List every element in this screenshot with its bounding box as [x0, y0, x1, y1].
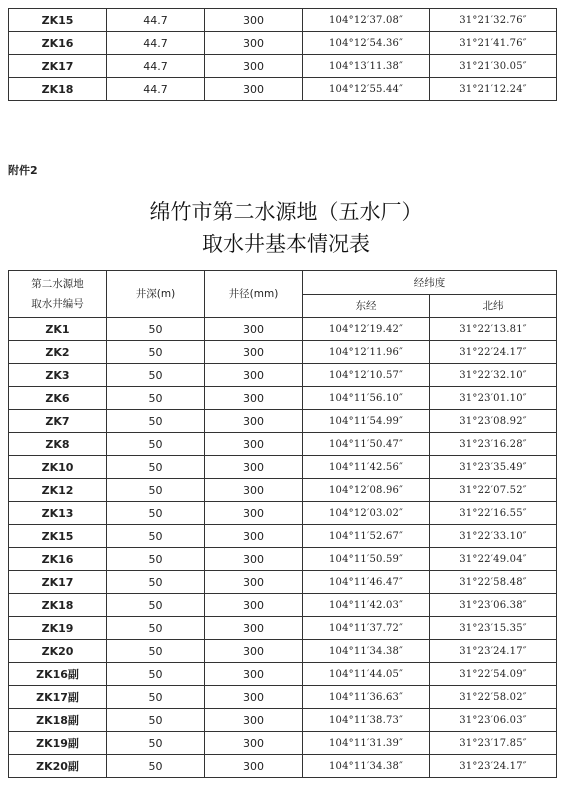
- latitude-cell: 31°23′17.85″: [430, 732, 557, 755]
- longitude-cell: 104°11′34.38″: [303, 640, 430, 663]
- diameter-cell: 300: [205, 479, 303, 502]
- diameter-cell: 300: [205, 548, 303, 571]
- latitude-cell: 31°21′41.76″: [430, 32, 557, 55]
- latitude-cell: 31°23′01.10″: [430, 387, 557, 410]
- diameter-cell: 300: [205, 640, 303, 663]
- diameter-cell: 300: [205, 364, 303, 387]
- longitude-cell: 104°12′08.96″: [303, 479, 430, 502]
- well-id-cell: ZK15: [9, 525, 107, 548]
- depth-cell: 50: [107, 479, 205, 502]
- diameter-cell: 300: [205, 663, 303, 686]
- depth-cell: 50: [107, 640, 205, 663]
- depth-cell: 50: [107, 456, 205, 479]
- diameter-cell: 300: [205, 709, 303, 732]
- table-row: [9, 617, 557, 640]
- table-row: [9, 502, 557, 525]
- depth-cell: 50: [107, 525, 205, 548]
- latitude-cell: 31°22′13.81″: [430, 318, 557, 341]
- longitude-cell: 104°11′34.38″: [303, 755, 430, 778]
- attachment-label: 附件2: [8, 164, 38, 177]
- longitude-cell: 104°11′42.03″: [303, 594, 430, 617]
- latitude-cell: 31°22′33.10″: [430, 525, 557, 548]
- depth-cell: 50: [107, 410, 205, 433]
- depth-cell: 50: [107, 433, 205, 456]
- well-id-cell: ZK10: [9, 456, 107, 479]
- longitude-cell: 104°12′19.42″: [303, 318, 430, 341]
- header-east-longitude: 东经: [303, 294, 430, 318]
- diameter-cell: 300: [205, 732, 303, 755]
- table-row: [9, 594, 557, 617]
- longitude-cell: 104°11′37.72″: [303, 617, 430, 640]
- table-row: [9, 456, 557, 479]
- diameter-cell: 300: [205, 433, 303, 456]
- longitude-cell: 104°12′54.36″: [303, 32, 430, 55]
- latitude-cell: 31°21′32.76″: [430, 9, 557, 32]
- longitude-cell: 104°12′03.02″: [303, 502, 430, 525]
- well-id-cell: ZK20副: [9, 755, 107, 778]
- longitude-cell: 104°13′11.38″: [303, 55, 430, 78]
- diameter-cell: 300: [205, 617, 303, 640]
- longitude-cell: 104°12′10.57″: [303, 364, 430, 387]
- well-id-cell: ZK1: [9, 318, 107, 341]
- latitude-cell: 31°23′24.17″: [430, 640, 557, 663]
- longitude-cell: 104°11′44.05″: [303, 663, 430, 686]
- depth-cell: 50: [107, 755, 205, 778]
- diameter-cell: 300: [205, 32, 303, 55]
- depth-cell: 50: [107, 341, 205, 364]
- well-id-cell: ZK2: [9, 341, 107, 364]
- longitude-cell: 104°12′37.08″: [303, 9, 430, 32]
- longitude-cell: 104°11′50.47″: [303, 433, 430, 456]
- table-row: [9, 9, 557, 32]
- header-well-id-line1: 第二水源地: [31, 278, 84, 290]
- depth-cell: 50: [107, 571, 205, 594]
- header-coordinates: 经纬度: [303, 271, 557, 295]
- diameter-cell: 300: [205, 341, 303, 364]
- longitude-cell: 104°11′36.63″: [303, 686, 430, 709]
- table-row: [9, 525, 557, 548]
- table-row: [9, 433, 557, 456]
- longitude-cell: 104°11′46.47″: [303, 571, 430, 594]
- diameter-cell: 300: [205, 318, 303, 341]
- well-id-cell: ZK17: [9, 55, 107, 78]
- well-id-cell: ZK19: [9, 617, 107, 640]
- depth-cell: 50: [107, 548, 205, 571]
- table-row: [9, 410, 557, 433]
- header-row-1: [9, 271, 557, 295]
- latitude-cell: 31°23′06.03″: [430, 709, 557, 732]
- table-row: [9, 32, 557, 55]
- depth-cell: 50: [107, 709, 205, 732]
- latitude-cell: 31°22′24.17″: [430, 341, 557, 364]
- table-row: [9, 686, 557, 709]
- latitude-cell: 31°23′24.17″: [430, 755, 557, 778]
- depth-cell: 44.7: [107, 55, 205, 78]
- well-id-cell: ZK13: [9, 502, 107, 525]
- table-row: [9, 318, 557, 341]
- header-well-id: [9, 271, 107, 318]
- diameter-cell: 300: [205, 456, 303, 479]
- latitude-cell: 31°23′35.49″: [430, 456, 557, 479]
- well-id-cell: ZK18: [9, 78, 107, 101]
- depth-cell: 44.7: [107, 9, 205, 32]
- latitude-cell: 31°22′49.04″: [430, 548, 557, 571]
- table-row: [9, 55, 557, 78]
- table-row: [9, 479, 557, 502]
- depth-cell: 50: [107, 732, 205, 755]
- table-row: [9, 387, 557, 410]
- diameter-cell: 300: [205, 571, 303, 594]
- well-id-cell: ZK17副: [9, 686, 107, 709]
- table-row: [9, 571, 557, 594]
- longitude-cell: 104°11′54.99″: [303, 410, 430, 433]
- longitude-cell: 104°11′38.73″: [303, 709, 430, 732]
- well-id-cell: ZK17: [9, 571, 107, 594]
- depth-cell: 50: [107, 387, 205, 410]
- depth-cell: 50: [107, 364, 205, 387]
- header-north-latitude: 北纬: [430, 294, 557, 318]
- latitude-cell: 31°23′15.35″: [430, 617, 557, 640]
- diameter-cell: 300: [205, 502, 303, 525]
- well-id-cell: ZK12: [9, 479, 107, 502]
- well-id-cell: ZK16副: [9, 663, 107, 686]
- diameter-cell: 300: [205, 525, 303, 548]
- well-info-table: [8, 270, 557, 778]
- latitude-cell: 31°23′08.92″: [430, 410, 557, 433]
- well-id-cell: ZK18: [9, 594, 107, 617]
- table-row: [9, 663, 557, 686]
- longitude-cell: 104°12′11.96″: [303, 341, 430, 364]
- diameter-cell: 300: [205, 594, 303, 617]
- document-title-line1: 绵竹市第二水源地（五水厂）: [149, 200, 423, 224]
- header-diameter: 井径(mm): [205, 271, 303, 318]
- depth-cell: 50: [107, 318, 205, 341]
- table-row: [9, 709, 557, 732]
- latitude-cell: 31°23′06.38″: [430, 594, 557, 617]
- longitude-cell: 104°12′55.44″: [303, 78, 430, 101]
- well-id-cell: ZK18副: [9, 709, 107, 732]
- previous-page-table-body: [9, 9, 557, 101]
- table-row: [9, 548, 557, 571]
- table-row: [9, 364, 557, 387]
- diameter-cell: 300: [205, 78, 303, 101]
- well-id-cell: ZK16: [9, 32, 107, 55]
- depth-cell: 44.7: [107, 32, 205, 55]
- longitude-cell: 104°11′50.59″: [303, 548, 430, 571]
- depth-cell: 50: [107, 502, 205, 525]
- latitude-cell: 31°22′58.02″: [430, 686, 557, 709]
- table-row: [9, 755, 557, 778]
- table-row: [9, 341, 557, 364]
- latitude-cell: 31°22′16.55″: [430, 502, 557, 525]
- longitude-cell: 104°11′56.10″: [303, 387, 430, 410]
- header-well-id-line2: 取水井编号: [31, 298, 84, 310]
- well-info-table-body: [9, 318, 557, 778]
- latitude-cell: 31°23′16.28″: [430, 433, 557, 456]
- well-id-cell: ZK20: [9, 640, 107, 663]
- depth-cell: 50: [107, 617, 205, 640]
- table-row: [9, 78, 557, 101]
- depth-cell: 44.7: [107, 78, 205, 101]
- diameter-cell: 300: [205, 387, 303, 410]
- latitude-cell: 31°21′30.05″: [430, 55, 557, 78]
- well-id-cell: ZK3: [9, 364, 107, 387]
- well-id-cell: ZK15: [9, 9, 107, 32]
- diameter-cell: 300: [205, 755, 303, 778]
- well-id-cell: ZK16: [9, 548, 107, 571]
- well-id-cell: ZK8: [9, 433, 107, 456]
- previous-page-table: [8, 8, 557, 101]
- table-row: [9, 732, 557, 755]
- latitude-cell: 31°22′32.10″: [430, 364, 557, 387]
- depth-cell: 50: [107, 686, 205, 709]
- diameter-cell: 300: [205, 686, 303, 709]
- document-title-line2: 取水井基本情况表: [202, 232, 370, 256]
- latitude-cell: 31°22′58.48″: [430, 571, 557, 594]
- latitude-cell: 31°22′07.52″: [430, 479, 557, 502]
- diameter-cell: 300: [205, 9, 303, 32]
- well-id-cell: ZK19副: [9, 732, 107, 755]
- depth-cell: 50: [107, 594, 205, 617]
- header-depth: 井深(m): [107, 271, 205, 318]
- depth-cell: 50: [107, 663, 205, 686]
- diameter-cell: 300: [205, 410, 303, 433]
- diameter-cell: 300: [205, 55, 303, 78]
- well-id-cell: ZK6: [9, 387, 107, 410]
- well-id-cell: ZK7: [9, 410, 107, 433]
- longitude-cell: 104°11′31.39″: [303, 732, 430, 755]
- latitude-cell: 31°22′54.09″: [430, 663, 557, 686]
- longitude-cell: 104°11′42.56″: [303, 456, 430, 479]
- latitude-cell: 31°21′12.24″: [430, 78, 557, 101]
- longitude-cell: 104°11′52.67″: [303, 525, 430, 548]
- table-row: [9, 640, 557, 663]
